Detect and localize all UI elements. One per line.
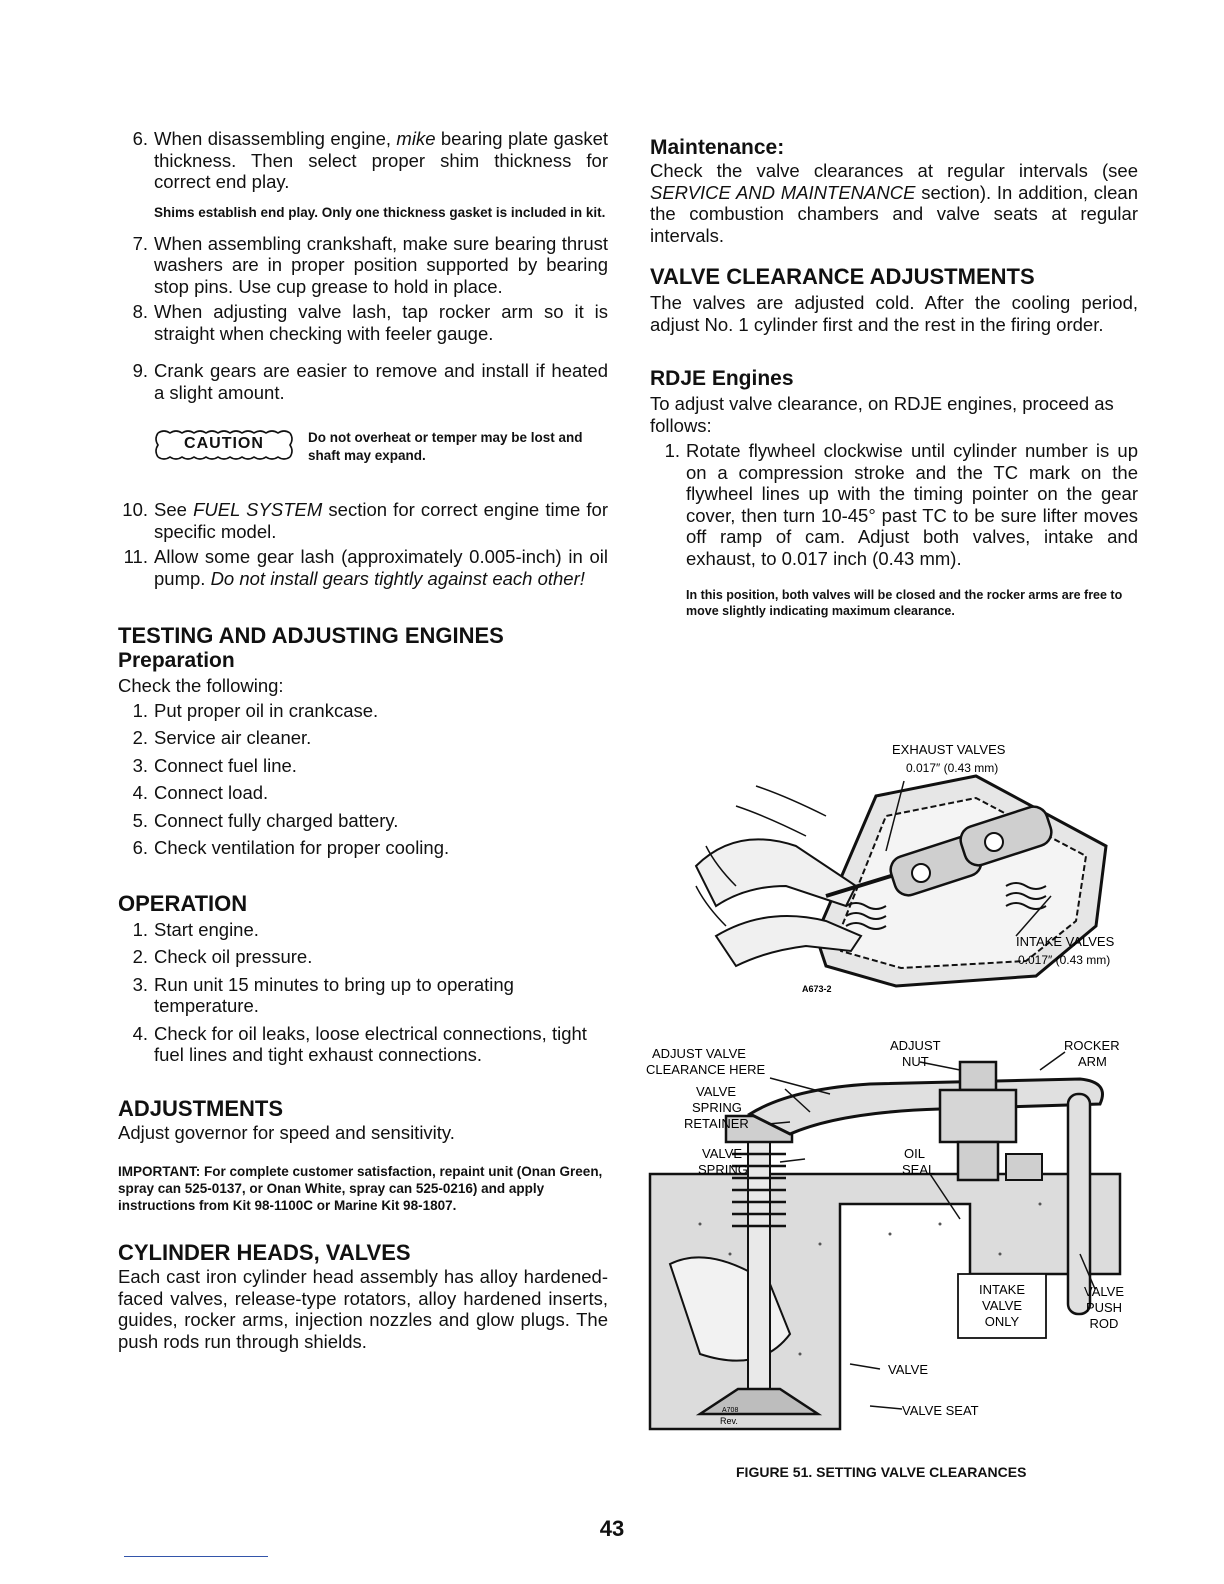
cylinder-heading: CYLINDER HEADS, VALVES bbox=[118, 1240, 411, 1265]
list-item: 7. When assembling crankshaft, make sure bearing thrust washers are in proper position supported by bearing stop pins. Use cup grease to hold in place. bbox=[132, 232, 608, 297]
valve-cross-section-diagram bbox=[640, 1034, 1150, 1434]
figure-caption: FIGURE 51. SETTING VALVE CLEARANCES bbox=[736, 1464, 1027, 1480]
list-item: 1. Rotate flywheel clockwise until cylinder number is up on a compression stroke and the TC mark on the flywheel lines up with the timing pointer on the gear cover, then turn 10-45° past TC to be sure lifter moves off ramp of cam. Adjust both valves, intake and exhaust, to 0.017 inch (0.43 mm). bbox=[664, 440, 1138, 569]
intake-valves-value: 0.017″ (0.43 mm) bbox=[1018, 953, 1111, 967]
adjust-label: ADJUST bbox=[890, 1038, 941, 1053]
fuel-list bbox=[118, 499, 608, 589]
assembly-list bbox=[118, 233, 608, 404]
list-item: 1. Start engine. bbox=[132, 918, 259, 940]
valve-clearance-heading: VALVE CLEARANCE ADJUSTMENTS bbox=[650, 264, 1035, 289]
operation-heading: OPERATION bbox=[118, 890, 248, 916]
preparation-intro: Check the following: bbox=[118, 675, 284, 696]
retainer-label-3: RETAINER bbox=[684, 1116, 749, 1131]
rocker-label: ROCKER bbox=[1064, 1038, 1120, 1053]
shims-note: Shims establish end play. Only one thickness gasket is included in kit. bbox=[154, 204, 606, 220]
push-rod-label-2: PUSH bbox=[1085, 1300, 1123, 1315]
list-item: 4. Check for oil leaks, loose electrical connections, tight fuel lines and tight exhaust connections. bbox=[132, 1022, 587, 1065]
intake-only-label-1: INTAKE bbox=[979, 1282, 1025, 1297]
list-item: 6. Check ventilation for proper cooling. bbox=[132, 837, 450, 858]
adjust-valve-label: ADJUST VALVE bbox=[652, 1046, 746, 1061]
arm-label: ARM bbox=[1078, 1054, 1107, 1069]
operation-list bbox=[118, 919, 608, 1066]
list-item: 6. When disassembling engine, mike bearing plate gasket thickness. Then select proper shim thickness for correct end play. bbox=[132, 128, 608, 192]
intake-valves-label: INTAKE VALVES bbox=[1016, 934, 1115, 949]
list-item: 2. Check oil pressure. bbox=[132, 946, 313, 967]
figure-code: A673-2 bbox=[802, 984, 832, 994]
disassembly-list bbox=[118, 128, 608, 193]
retainer-label-1: VALVE bbox=[696, 1084, 736, 1099]
list-item: 5. Connect fully charged battery. bbox=[132, 809, 399, 831]
list-item: 3. Run unit 15 minutes to bring up to operating temperature. bbox=[132, 973, 514, 1016]
list-item: 1. Put proper oil in crankcase. bbox=[132, 699, 379, 721]
page-number: 43 bbox=[599, 1516, 625, 1541]
adjustments-text: Adjust governor for speed and sensitivity. bbox=[118, 1121, 455, 1143]
valve-seat-label: VALVE SEAT bbox=[902, 1403, 979, 1418]
caution-text: Do not overheat or temper may be lost and shaft may expand. bbox=[308, 430, 583, 463]
preparation-list bbox=[118, 700, 608, 859]
diagram-code-2: Rev. bbox=[720, 1416, 738, 1426]
rdje-heading: RDJE Engines bbox=[650, 367, 794, 390]
list-item: 2. Service air cleaner. bbox=[132, 727, 312, 748]
valve-clearance-text: The valves are adjusted cold. After the cooling period, adjust No. 1 cylinder first and the rest in the firing order. bbox=[650, 292, 1138, 335]
preparation-heading: Preparation bbox=[118, 649, 235, 672]
bottom-rule bbox=[124, 1556, 268, 1557]
cylinder-text: Each cast iron cylinder head assembly has alloy hardened-faced valves, release-type rotators, alloy hardened inserts, guides, rocker arms, injection nozzles and glow plugs. The push rods run through shields. bbox=[118, 1266, 608, 1352]
valve-label: VALVE bbox=[888, 1362, 928, 1377]
list-item: 8. When adjusting valve lash, tap rocker arm so it is straight when checking with feeler gauge. bbox=[132, 301, 608, 344]
exhaust-valves-label: EXHAUST VALVES bbox=[892, 742, 1006, 757]
adjustments-heading: ADJUSTMENTS bbox=[118, 1095, 284, 1121]
oil-seal-label-1: OIL bbox=[904, 1146, 925, 1161]
oil-seal-label-2: SEAL bbox=[902, 1162, 936, 1177]
exhaust-valves-value: 0.017″ (0.43 mm) bbox=[906, 761, 999, 775]
list-item: 3. Connect fuel line. bbox=[132, 754, 297, 776]
maintenance-heading: Maintenance: bbox=[650, 136, 785, 159]
valve-adjustment-illustration bbox=[676, 736, 1146, 1006]
diagram-code-1: A708 bbox=[722, 1407, 739, 1414]
list-item: 9. Crank gears are easier to remove and install if heated a slight amount. bbox=[132, 360, 608, 403]
left-column bbox=[118, 128, 608, 1352]
caution-label: CAUTION bbox=[184, 435, 264, 452]
important-note: IMPORTANT: For complete customer satisfaction, repaint unit (Onan Green, spray can 525-0137, or Onan White, spray can 525-0216) and apply instructions from Kit 98-1100C or Marine Kit 98-1807. bbox=[118, 1164, 603, 1213]
intake-only-label-2: VALVE bbox=[982, 1298, 1022, 1313]
spring-label-2: SPRING bbox=[698, 1162, 748, 1177]
rdje-note: In this position, both valves will be closed and the rocker arms are free to move slightly indicating maximum clearance. bbox=[686, 588, 1123, 618]
push-rod-label-3: ROD bbox=[1089, 1316, 1119, 1331]
caution-badge bbox=[154, 429, 294, 461]
clearance-here-label: CLEARANCE HERE bbox=[646, 1062, 766, 1077]
rdje-steps bbox=[650, 440, 1138, 569]
intake-only-label-3: ONLY bbox=[984, 1314, 1020, 1329]
spring-label-1: VALVE bbox=[702, 1146, 742, 1161]
retainer-label-2: SPRING bbox=[692, 1100, 742, 1115]
maintenance-text: Check the valve clearances at regular intervals (see SERVICE AND MAINTENANCE section). In addition, clean the combustion chambers and valve seats at regular intervals. bbox=[650, 160, 1139, 246]
list-item: 4. Connect load. bbox=[132, 782, 269, 803]
nut-label: NUT bbox=[902, 1054, 929, 1069]
caution-block bbox=[154, 429, 608, 465]
right-column bbox=[650, 136, 1138, 619]
push-rod-label-1: VALVE bbox=[1084, 1284, 1124, 1299]
list-item: 11. Allow some gear lash (approximately 0.005-inch) in oil pump. Do not install gears tightly against each other! bbox=[123, 546, 608, 589]
rdje-intro: To adjust valve clearance, on RDJE engines, proceed as follows: bbox=[650, 393, 1114, 436]
list-item: 10. See FUEL SYSTEM section for correct engine time for specific model. bbox=[122, 499, 609, 542]
testing-heading: TESTING AND ADJUSTING ENGINES bbox=[118, 623, 504, 648]
